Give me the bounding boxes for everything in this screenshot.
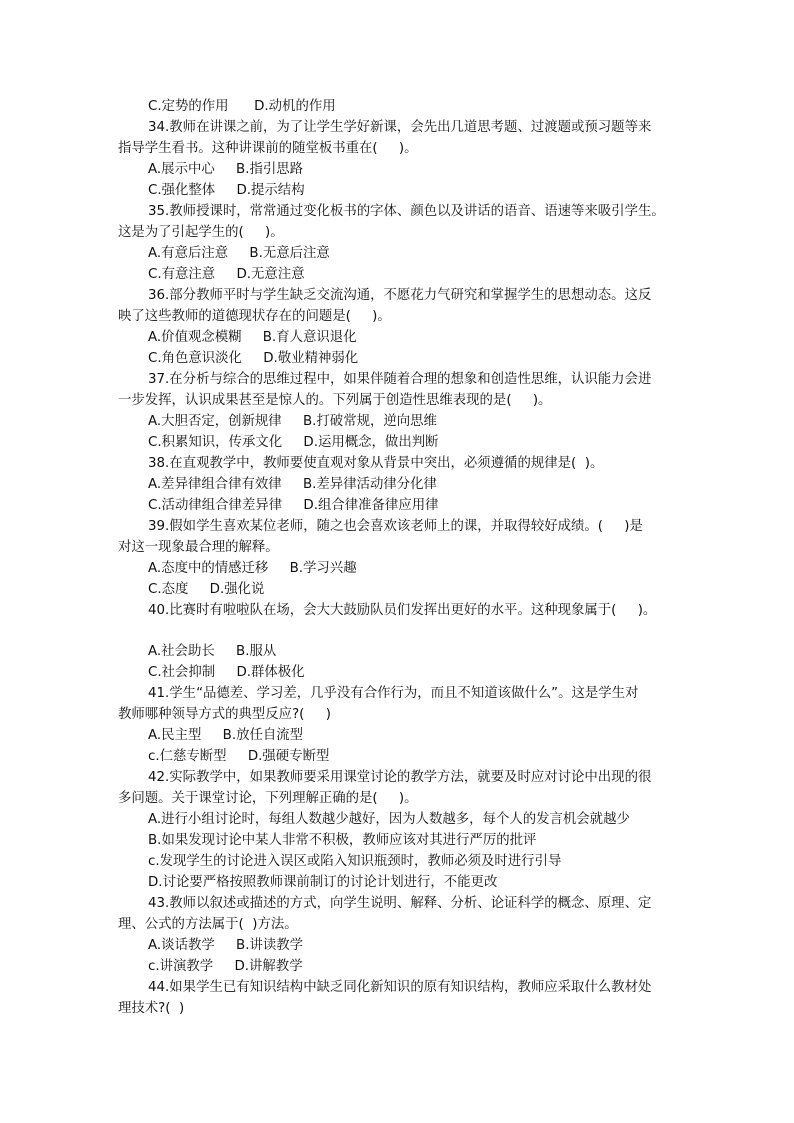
question-39: 39.假如学生喜欢某位老师，随之也会喜欢该老师上的课，并取得较好成绩。( )是 [148,519,643,534]
question-39-cont: 对这一现象最合理的解释。 [118,540,279,555]
question-37-cont: 一步发挥，认识成果甚至是惊人的。下列属于创造性思维表现的是( )。 [118,393,552,408]
question-36: 36.部分教师平时与学生缺乏交流沟通，不愿花力气研究和掌握学生的思想动态。这反 [148,288,652,303]
question-35-cont: 这是为了引起学生的( )。 [118,225,284,240]
question-41-cont: 教师哪种领导方式的典型反应?( ) [118,707,331,722]
question-34: 34.教师在讲课之前，为了让学生学好新课，会先出几道思考题、过渡题或预习题等来 [148,120,652,135]
option-line: A.态度中的情感迁移 B.学习兴趣 [148,561,357,576]
option-line: A.社会助长 B.服从 [148,644,277,659]
option-line: C.强化整体 D.提示结构 [148,183,305,198]
question-38: 38.在直观教学中，教师要使直观对象从背景中突出，必须遵循的规律是( )。 [148,456,604,471]
question-34-cont: 指导学生看书。这种讲课前的随堂板书重在( )。 [118,141,418,156]
question-43: 43.教师以叙述或描述的方式，向学生说明、解释、分析、论证科学的概念、原理、定 [148,896,652,911]
question-37: 37.在分析与综合的思维过程中，如果伴随着合理的想象和创造性思维，认识能力会进 [148,372,652,387]
option-line: C.定势的作用 D.动机的作用 [148,99,336,114]
option-line: A.展示中心 B.指引思路 [148,162,304,177]
question-44-cont: 理技术?( ) [118,1001,185,1016]
option-line: D.讨论要严格按照教师课前制订的讨论计划进行，不能更改 [148,875,498,890]
option-line: B.如果发现讨论中某人非常不积极，教师应该对其进行严厉的批评 [148,833,537,848]
option-line: C.社会抑制 D.群体极化 [148,665,305,680]
option-line: A.差异律组合律有效律 B.差异律活动律分化律 [148,477,437,492]
option-line: c.仁慈专断型 D.强硬专断型 [148,749,330,764]
option-line: C.有意注意 D.无意注意 [148,267,305,282]
option-line: A.大胆否定，创新规律 B.打破常规，逆向思维 [148,414,437,429]
question-43-cont: 理、公式的方法属于( )方法。 [118,917,298,932]
question-35: 35.教师授课时，常常通过变化板书的字体、颜色以及讲话的语音、语速等来吸引学生。 [148,204,665,219]
option-line: C.积累知识，传承文化 D.运用概念，做出判断 [148,435,439,450]
question-40: 40.比赛时有啦啦队在场，会大大鼓励队员们发挥出更好的水平。这种现象属于( )。 [148,603,657,618]
option-line: A.有意后注意 B.无意后注意 [148,246,330,261]
option-line: c.讲演教学 D.讲解教学 [148,959,303,974]
option-line: C.角色意识淡化 D.敬业精神弱化 [148,351,359,366]
option-line: c.发现学生的讨论进入误区或陷入知识瓶颈时，教师必须及时进行引导 [148,854,562,869]
option-line: C.活动律组合律差异律 D.组合律准备律应用律 [148,498,439,513]
option-line: A.进行小组讨论时，每组人数越少越好，因为人数越多，每个人的发言机会就越少 [148,812,630,827]
option-line: A.谈话教学 B.讲读教学 [148,938,304,953]
question-41: 41.学生“品德差、学习差，几乎没有合作行为，而且不知道该做什么”。这是学生对 [148,686,639,701]
option-line: A.价值观念模糊 B.育人意识退化 [148,330,357,345]
question-36-cont: 映了这些教师的道德现状存在的问题是( )。 [118,309,391,324]
question-44: 44.如果学生已有知识结构中缺乏同化新知识的原有知识结构，教师应采取什么教材处 [148,980,652,995]
option-line: C.态度 D.强化说 [148,582,265,597]
option-line: A.民主型 B.放任自流型 [148,728,304,743]
question-42: 42.实际教学中，如果教师要采用课堂讨论的教学方法，就要及时应对讨论中出现的很 [148,770,652,785]
question-42-cont: 多问题。关于课堂讨论，下列理解正确的是( )。 [118,791,418,806]
